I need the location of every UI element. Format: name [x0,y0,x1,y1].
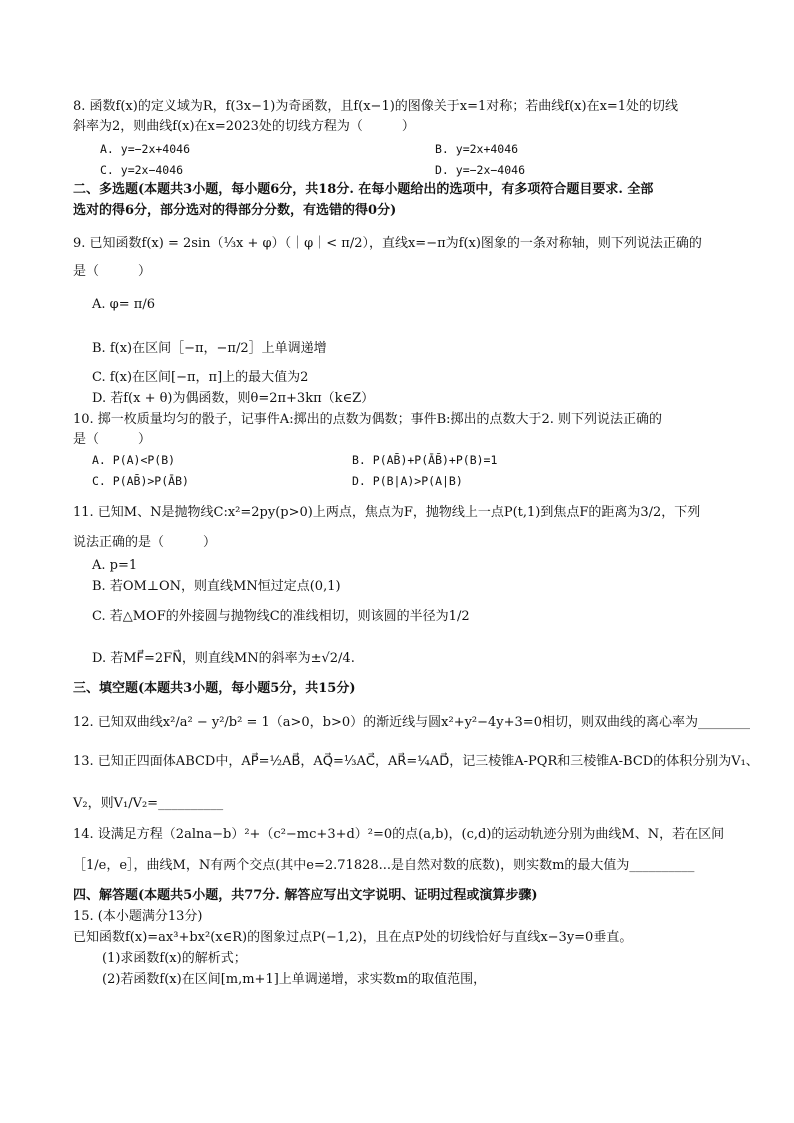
q9-option-a: A. φ= π/6 [92,297,155,312]
q14-line1: 14. 设满足方程（2alna−b）²+（c²−mc+3+d）²=0的点(a,b)，(c,d)的运动轨迹分别为曲线M、N，若在区间 [73,827,725,842]
q14-line2: ［1/e，e］，曲线M，N有两个交点(其中e=2.71828...是自然对数的底数)，则实数m的最大值为__________ [73,858,695,873]
q9-option-d: D. 若f(x + θ)为偶函数，则θ=2π+3kπ（k∈Z） [92,391,375,406]
section-3-heading: 三、填空题(本题共3小题，每小题5分，共15分) [73,681,356,696]
q9-option-c: C. f(x)在区间[−π，π]上的最大值为2 [92,370,309,385]
q10-option-b: B. P(AB̄)+P(ĀB̄)+P(B)=1 [352,453,498,467]
q8-option-c: C. y=2x−4046 [100,163,184,177]
q15-heading: 15. (本小题满分13分) [73,909,203,924]
q9-line1: 9. 已知函数f(x) = 2sin（⅓x + φ）（｜φ｜< π/2），直线x=−π为f(x)图象的一条对称轴，则下列说法正确的 [73,236,702,251]
q15-body: 已知函数f(x)=ax³+bx²(x∈R)的图象过点P(−1,2)，且在点P处的切线恰好与直线x−3y=0垂直。 [73,930,633,945]
q10-line1: 10. 掷一枚质量均匀的骰子，记事件A:掷出的点数为偶数；事件B:掷出的点数大于2. 则下列说法正确的 [73,412,663,427]
q12-text: 12. 已知双曲线x²/a² − y²/b² = 1（a>0，b>0）的渐近线与圆x²+y²−4y+3=0相切，则双曲线的离心率为________ [73,715,750,730]
q8-line1: 8. 函数f(x)的定义域为R，f(3x−1)为奇函数，且f(x−1)的图像关于x=1对称；若曲线f(x)在x=1处的切线 [73,99,679,114]
q8-option-d: D. y=−2x−4046 [435,163,526,177]
q8-line2: 斜率为2，则曲线f(x)在x=2023处的切线方程为（ ） [73,119,415,134]
q9-line2: 是（ ） [73,264,152,279]
q8-option-a: A. y=−2x+4046 [100,142,191,156]
q11-line1: 11. 已知M、N是抛物线C:x²=2py(p>0)上两点，焦点为F，抛物线上一点P(t,1)到焦点F的距离为3/2，下列 [73,505,701,520]
section-2-heading-line2: 选对的得6分，部分选对的得部分分数，有选错的得0分) [73,203,397,218]
q9-option-b: B. f(x)在区间［−π，−π/2］上单调递增 [92,341,327,356]
q13-line2: V₂，则V₁/V₂=__________ [73,796,224,811]
q11-option-b: B. 若OM⊥ON，则直线MN恒过定点(0,1) [92,579,341,594]
q11-option-c: C. 若△MOF的外接圆与抛物线C的准线相切，则该圆的半径为1/2 [92,609,470,624]
q13-line1: 13. 已知正四面体ABCD中，AP⃗=½AB⃗，AQ⃗=⅓AC⃗，AR⃗=¼AD⃗，记三棱锥A-PQR和三棱锥A-BCD的体积分别为V₁、 [73,754,759,769]
section-2-heading-line1: 二、多选题(本题共3小题，每小题6分，共18分. 在每小题给出的选项中，有多项符合题目要求. 全部 [73,182,654,197]
q11-option-d: D. 若MF⃗=2FN⃗，则直线MN的斜率为±√2/4. [92,651,355,666]
section-4-heading: 四、解答题(本题共5小题，共77分. 解答应写出文字说明、证明过程或演算步骤) [73,888,538,903]
q15-part2: (2)若函数f(x)在区间[m,m+1]上单调递增，求实数m的取值范围， [102,972,487,987]
q11-option-a: A. p=1 [92,558,138,573]
q15-part1: (1)求函数f(x)的解析式； [102,951,247,966]
q10-option-c: C. P(AB̄)>P(ĀB) [92,474,189,488]
q8-option-b: B. y=2x+4046 [435,142,519,156]
q10-line2: 是（ ） [73,432,152,447]
q11-line2: 说法正确的是（ ） [73,535,217,550]
q10-option-a: A. P(A)<P(B) [92,453,176,467]
q10-option-d: D. P(B|A)>P(A|B) [352,474,463,488]
